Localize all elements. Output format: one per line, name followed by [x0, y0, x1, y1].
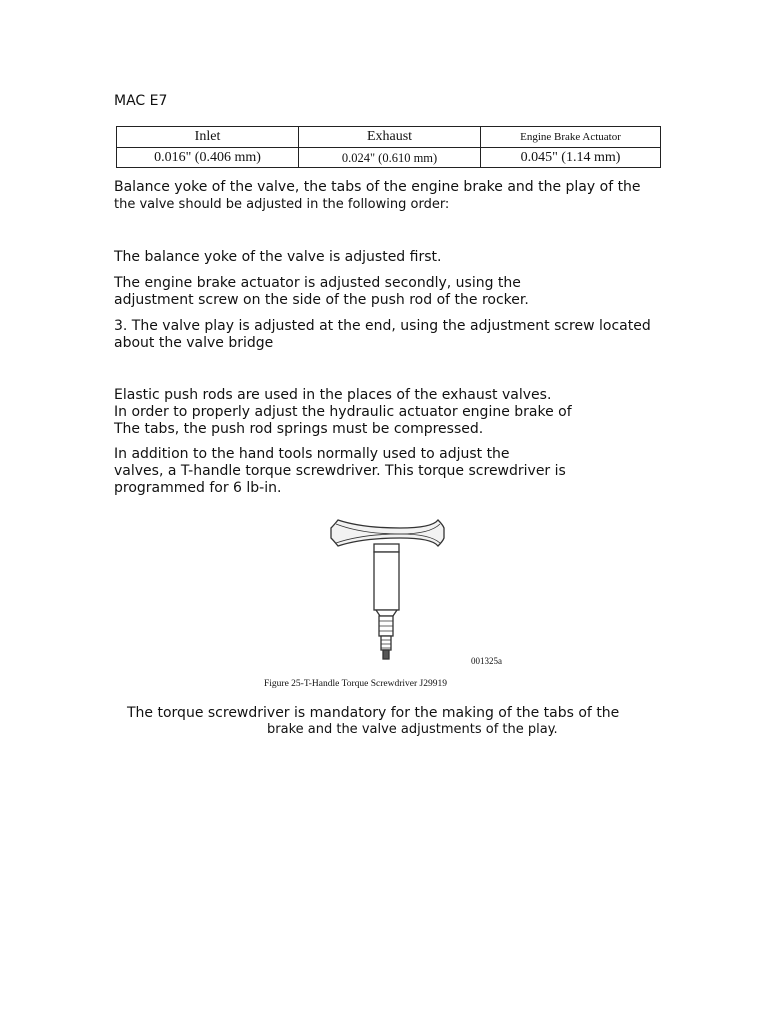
pushrods-line-2: In order to properly adjust the hydraulic actuator engine brake of [114, 404, 572, 420]
figure-caption: Figure 25-T-Handle Torque Screwdriver J29919 [264, 679, 447, 689]
table-header-row [117, 127, 661, 148]
intro-paragraph [114, 179, 641, 213]
step-1: The balance yoke of the valve is adjusted first. [114, 249, 442, 265]
tools-paragraph [114, 446, 566, 497]
pushrods-paragraph [114, 387, 572, 438]
intro-line-1: Balance yoke of the valve, the tabs of the engine brake and the play of the [114, 179, 641, 195]
tools-line-3: programmed for 6 lb-in. [114, 480, 282, 496]
figure-id: 001325a [471, 656, 502, 666]
tools-line-1: In addition to the hand tools normally used to adjust the [114, 446, 510, 462]
table-cell-engine-brake-actuator: 0.045" (1.14 mm) [481, 148, 661, 168]
table-row [117, 148, 661, 168]
table-header-inlet: Inlet [117, 127, 299, 148]
document-title: MAC E7 [114, 93, 168, 109]
step-2-line-2: adjustment screw on the side of the push rod of the rocker. [114, 292, 529, 308]
step-3 [114, 318, 651, 352]
step-2 [114, 275, 529, 309]
pushrods-line-3: The tabs, the push rod springs must be compressed. [114, 421, 484, 437]
closing-line-2: brake and the valve adjustments of the play. [267, 722, 558, 737]
valve-clearance-table [116, 126, 661, 168]
closing-line-1: The torque screwdriver is mandatory for the making of the tabs of the [127, 705, 620, 721]
step-2-line-1: The engine brake actuator is adjusted secondly, using the [114, 275, 521, 291]
table-header-exhaust: Exhaust [299, 127, 481, 148]
tools-line-2: valves, a T-handle torque screwdriver. This torque screwdriver is [114, 463, 566, 479]
table-header-engine-brake-actuator: Engine Brake Actuator [481, 127, 661, 148]
intro-line-2: the valve should be adjusted in the following order: [114, 197, 450, 212]
table-cell-inlet: 0.016" (0.406 mm) [117, 148, 299, 168]
step-3-line-2: about the valve bridge [114, 335, 274, 351]
step-3-line-1: 3. The valve play is adjusted at the end, using the adjustment screw located [114, 318, 651, 334]
table-cell-exhaust: 0.024" (0.610 mm) [299, 148, 481, 168]
pushrods-line-1: Elastic push rods are used in the places of the exhaust valves. [114, 387, 552, 403]
